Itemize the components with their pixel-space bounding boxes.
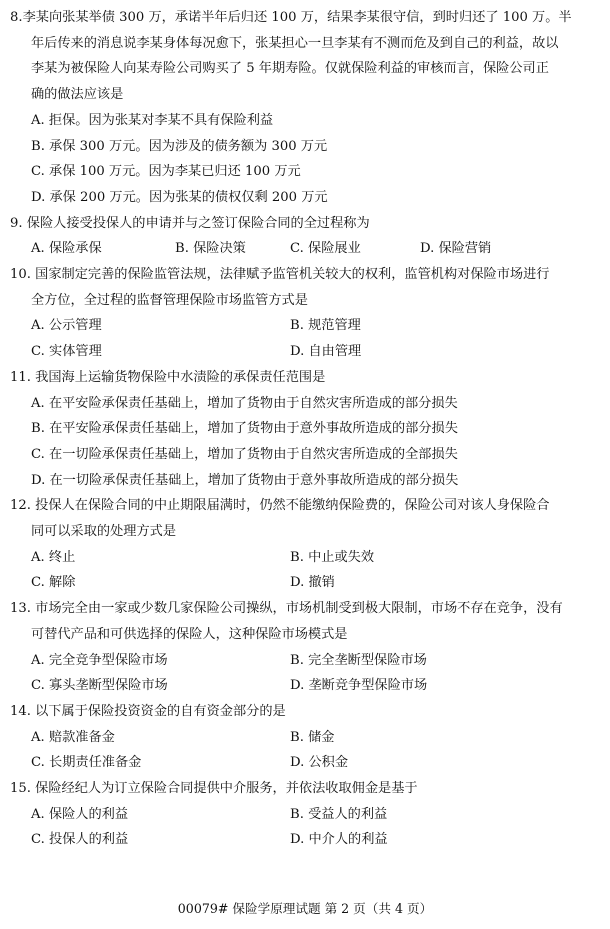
answer-option: C. 承保 100 万元。因为李某已归还 100 万元 xyxy=(31,164,301,180)
answer-option: A. 公示管理 xyxy=(31,318,102,334)
answer-option: A. 拒保。因为张某对李某不具有保险利益 xyxy=(31,112,274,128)
question-stem: 9. 保险人接受投保人的申请并与之签订保险合同的全过程称为 xyxy=(10,215,370,231)
answer-option: A. 完全竞争型保险市场 xyxy=(31,652,168,668)
question-stem: 12. 投保人在保险合同的中止期限届满时，仍然不能缴纳保险费的，保险公司对该人身保险合 xyxy=(10,498,550,514)
answer-option: A. 终止 xyxy=(31,549,76,565)
answer-option: D. 撤销 xyxy=(290,575,335,591)
question-stem: 8.李某向张某举债 300 万，承诺半年后归还 100 万，结果李某很守信，到时归还了 100 万。半 xyxy=(10,10,572,25)
question-stem: 13. 市场完全由一家或少数几家保险公司操纵，市场机制受到极大限制，市场不存在竞争，没有 xyxy=(10,601,563,617)
question-stem: 10. 国家制定完善的保险监管法规，法律赋予监管机关较大的权利，监管机构对保险市场进行 xyxy=(10,267,550,282)
question-stem-continued: 可替代产品和可供选择的保险人，这种保险市场模式是 xyxy=(31,626,348,642)
answer-option: B. 承保 300 万元。因为涉及的债务额为 300 万元 xyxy=(31,138,328,154)
answer-option: B. 受益人的利益 xyxy=(290,806,388,822)
answer-option: C. 投保人的利益 xyxy=(31,832,129,848)
answer-option: C. 长期责任准备金 xyxy=(31,755,142,771)
question-stem-continued: 年后传来的消息说李某身体每况愈下，张某担心一旦李某有不测而危及到自己的利益，故以 xyxy=(31,35,559,51)
answer-option: D. 保险营销 xyxy=(420,241,492,257)
question-stem-continued: 确的做法应该是 xyxy=(31,87,124,103)
answer-option: B. 保险决策 xyxy=(175,241,246,257)
answer-option: D. 自由管理 xyxy=(290,344,362,360)
answer-option: B. 在平安险承保责任基础上，增加了货物由于意外事故所造成的部分损失 xyxy=(31,421,458,437)
question-stem-continued: 李某为被保险人向某寿险公司购买了 5 年期寿险。仅就保险利益的审核而言，保险公司正 xyxy=(31,61,549,77)
answer-option: B. 储金 xyxy=(290,729,335,745)
answer-option: A. 在平安险承保责任基础上，增加了货物由于自然灾害所造成的部分损失 xyxy=(31,395,458,411)
answer-option: B. 完全垄断型保险市场 xyxy=(290,652,427,668)
page-footer: 00079# 保险学原理试题 第 2 页（共 4 页） xyxy=(177,901,433,916)
answer-option: A. 赔款准备金 xyxy=(31,729,115,745)
answer-option: D. 中介人的利益 xyxy=(290,832,388,848)
question-stem-continued: 同可以采取的处理方式是 xyxy=(31,524,177,539)
answer-option: C. 在一切险承保责任基础上，增加了货物由于自然灾害所造成的全部损失 xyxy=(31,446,458,462)
answer-option: B. 中止或失效 xyxy=(290,549,375,565)
question-stem: 14. 以下属于保险投资资金的自有资金部分的是 xyxy=(10,703,286,719)
answer-option: D. 垄断竞争型保险市场 xyxy=(290,678,428,694)
answer-option: A. 保险人的利益 xyxy=(31,806,129,822)
question-stem: 11. 我国海上运输货物保险中水渍险的承保责任范围是 xyxy=(10,369,326,385)
answer-option: B. 规范管理 xyxy=(290,318,361,334)
answer-option: D. 在一切险承保责任基础上，增加了货物由于意外事故所造成的部分损失 xyxy=(31,472,459,488)
answer-option: A. 保险承保 xyxy=(31,241,102,257)
answer-option: C. 保险展业 xyxy=(290,241,361,257)
question-stem-continued: 全方位，全过程的监督管理保险市场监管方式是 xyxy=(31,292,308,308)
answer-option: D. 承保 200 万元。因为张某的债权仅剩 200 万元 xyxy=(31,189,328,205)
answer-option: C. 解除 xyxy=(31,575,76,591)
answer-option: C. 寡头垄断型保险市场 xyxy=(31,678,168,694)
answer-option: D. 公积金 xyxy=(290,755,349,771)
answer-option: C. 实体管理 xyxy=(31,344,102,360)
question-stem: 15. 保险经纪人为订立保险合同提供中介服务，并依法收取佣金是基于 xyxy=(10,781,418,796)
